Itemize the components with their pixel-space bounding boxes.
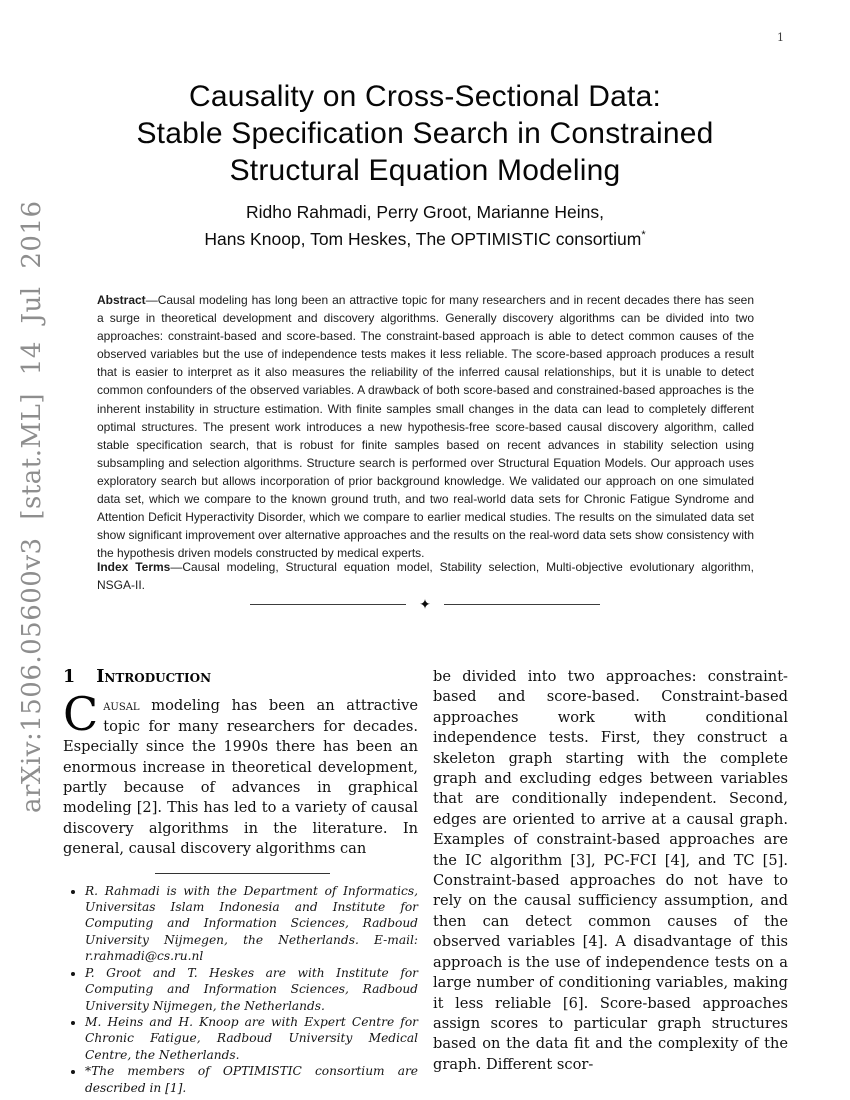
footnote-list	[63, 883, 418, 1096]
diamond-ornament-icon: ✦	[419, 596, 431, 612]
two-column-body	[63, 667, 788, 1096]
section-heading-introduction	[63, 667, 418, 687]
paper-title-line-2: Stable Specification Search in Constrained	[136, 117, 714, 150]
footnote-rule	[155, 873, 330, 874]
paper-title	[0, 78, 850, 189]
drop-cap: C	[63, 687, 99, 742]
author-line-1: Ridho Rahmadi, Perry Groot, Marianne Heins,	[246, 202, 604, 222]
index-terms-label: Index Terms	[97, 560, 171, 574]
footnote-item-1: • R. Rahmadi is with the Department of Informatics, Universitas Islam Indonesia and Institute for Computing and Information Sciences, Radboud University Nijmegen, the Netherlands. E-mail: r.rahmadi@cs.ru.nl	[85, 883, 418, 965]
index-terms-text: —Causal modeling, Structural equation model, Stability selection, Multi-objective evolutionary algorithm, NSGA-II.	[97, 560, 754, 593]
author-footnote-marker: *	[641, 229, 646, 241]
intro-paragraph-left	[63, 687, 418, 859]
paper-title-line-1: Causality on Cross-Sectional Data:	[188, 80, 661, 113]
lead-word-smallcaps: ausal	[103, 697, 140, 715]
divider-right-rule	[444, 604, 600, 605]
abstract-label: Abstract	[97, 293, 146, 307]
divider-left-rule	[250, 604, 406, 605]
intro-text-left: modeling has been an attractive topic for many researchers for decades. Especially since the 1990s there has been an enormous increase in theoretical development, partly because of advances in graphical modeling [2]. This has led to a variety of causal discovery algorithms in the literature. In general, causal discovery algorithms can	[63, 697, 418, 858]
abstract-text: —Causal modeling has long been an attractive topic for many researchers and in recent decades there has seen a surge in theoretical development and discovery algorithms. Generally discovery algorithms can be divided into two approaches: constraint-based and score-based. The constraint-based approach is able to detect common causes of the observed variables but the use of independence tests makes it less reliable. The score-based approach produces a result that is easier to interpret as it also measures the reliability of the inferred causal relationships, but it is unable to detect common confounders of the observed variables. A drawback of both score-based and constrained-based approaches is the inherent instability in structure estimation. With finite samples small changes in the data can lead to completely different optimal structures. The present work introduces a new hypothesis-free score-based causal discovery algorithm, called stable specification search, that is robust for finite samples based on recent advances in stability selection using subsampling and selection algorithms. Structure search is performed over Structural Equation Models. Our approach uses exploratory search but allows incorporation of prior background knowledge. We validated our approach on one simulated data set, which we compare to the known ground truth, and two real-world data sets for Chronic Fatigue Syndrome and Attention Deficit Hyperactivity Disorder, which we compare to earlier medical studies. The results on the simulated data set show significant improvement over alternative approaches and the results on the real-word data sets show consistency with the hypothesis driven models constructed by medical experts.	[97, 293, 754, 561]
left-column	[63, 667, 418, 1096]
intro-paragraph-right: be divided into two approaches: constraint-based and score-based. Constraint-based approaches work with conditional independence tests. First, they construct a skeleton graph starting with the complete graph and excluding edges between variables that are conditionally independent. Second, edges are oriented to arrive at a causal graph. Examples of constraint-based approaches are the IC algorithm [3], PC-FCI [4], and TC [5]. Constraint-based approaches do not have to rely on the causal sufficiency assumption, and then can detect common causes of the observed variables [4]. A disadvantage of this approach is the use of independence tests on a large number of conditioning variables, making it less reliable [6]. Score-based approaches assign scores to particular graph structures based on the data fit and the complexity of the graph. Different scor-	[433, 668, 788, 1073]
footnote-item-3: • M. Heins and H. Knoop are with Expert Centre for Chronic Fatigue, Radboud University Medical Centre, the Netherlands.	[85, 1014, 418, 1063]
abstract	[97, 291, 754, 562]
page-number: 1	[777, 31, 784, 44]
section-divider	[0, 597, 850, 611]
arxiv-identifier-watermark: arXiv:1506.05600v3 [stat.ML] 14 Jul 2016	[17, 200, 47, 813]
index-terms	[97, 558, 754, 594]
section-number: 1	[63, 667, 76, 687]
right-column	[433, 667, 788, 1096]
footnote-item-2: • P. Groot and T. Heskes are with Institute for Computing and Information Sciences, Radboud University Nijmegen, the Netherlands.	[85, 965, 418, 1014]
footnote-item-4: • *The members of OPTIMISTIC consortium are described in [1].	[85, 1063, 418, 1096]
author-footnotes	[63, 883, 418, 1096]
author-line-2: Hans Knoop, Tom Heskes, The OPTIMISTIC consortium*	[204, 228, 646, 249]
author-list	[0, 201, 850, 251]
section-title: Introduction	[96, 667, 212, 687]
paper-title-line-3: Structural Equation Modeling	[229, 154, 621, 187]
